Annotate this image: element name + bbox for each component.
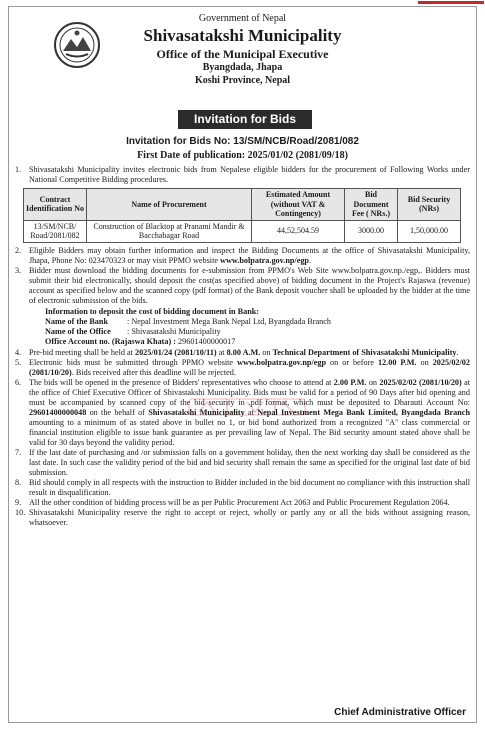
clause-number: 7. [15,447,22,457]
clause-text: Electronic bids must be submitted through PPMO website [29,357,238,367]
clause-6 [15,378,470,448]
clause-text: The bids will be opened in the presence of Bidders' representatives who choose to attend at [29,377,334,387]
clause-number: 4. [15,347,22,357]
notice-body [15,165,470,528]
account-value: 29601400000017 [175,336,236,346]
clause-text: on the behalf of [86,407,149,417]
province-line: Koshi Province, Nepal [194,75,291,86]
clause-text: Bid should comply in all respects with the instruction to Bidder included in the bid document no compliance with this instruction shall result in disqualification. [29,477,470,497]
clause-text: Eligible Bidders may obtain further information and inspect the Bidding Documents at the office of Shivasatakshi Municipality, Jhapa, Phone No: 023470323 or may visit PPMO website [29,245,470,265]
table-header-row [24,189,461,221]
municipality-name: Shivasatakshi Municipality [148,407,245,417]
office-name-value: : Shivasatakshi Municipality [127,326,221,336]
notice-page [8,6,477,723]
procurement-table [23,188,461,243]
submission-time: 12.00 P.M. [377,357,417,367]
clause-3 [15,266,470,306]
bid-reference: Invitation for Bids No: 13/SM/NCB/Road/2081/082 [126,136,359,147]
cell-bid-security: 1,50,000.00 [398,220,461,242]
prebid-date: 2025/01/24 (2081/10/11) [134,347,217,357]
clause-number: 9. [15,497,22,507]
clause-text: If the last date of purchasing and /or submission falls on a government holiday, then the next working day shall be considered as the last date. In such case the validity period of the bid and bid security shall remain the same as specified for the original last date of bid submission. [29,447,470,477]
office-title: Office of the Municipal Executive [156,47,329,61]
table-row [24,220,461,242]
bank-name-value: : Nepal Investment Mega Bank Nepal Ltd, Byangdada Branch [127,316,331,326]
clause-text: on [366,377,380,387]
submission-date: 2025/02/02 (2081/10/20) [29,357,470,377]
government-line: Government of Nepal [198,13,287,24]
clause-text: Shivasatakshi Municipality reserve the right to accept or reject, wholly or partly any or all the bids without assigning reason, whatsoever. [29,507,470,527]
clause-10 [15,508,470,528]
bank-branch: Nepal Investment Mega Bank Limited, Byangdada Branch [257,407,470,417]
publication-date: First Date of publication: 2025/01/02 (2081/09/18) [137,150,348,161]
cell-contract-id: 13/SM/NCB/ Road/2081/082 [24,220,87,242]
clause-text: on [260,347,273,357]
clause-number: 3. [15,265,22,275]
clause-number: 10. [15,507,26,517]
clause-text: on or before [326,357,378,367]
prebid-time: 8.00 A.M. [226,347,261,357]
clause-5 [15,358,470,378]
clause-text: at [216,347,227,357]
clause-9 [15,498,470,508]
municipality-title: Shivasatakshi Municipality [143,26,342,45]
clause-text: . Bids received after this deadline will be rejected. [71,367,236,377]
clause-7 [15,448,470,478]
col-contract-id: Contract Identification No [24,189,87,221]
account-label: Office Account no. (Rajaswa Khata) : [45,336,176,346]
prebid-venue: Technical Department of Shivasatakshi Municipality [272,347,457,357]
clause-text: Bidder must download the bidding documents for e-submission from PPMO's Web Site www.bolpatra.gov.np./egp,. Bidders must submit their bid electronically, should deposit the cost(as specified above) of bidding document in the Project's Rajaswa (revenue) account as specified below and the scanned copy (pdf format) of the Bank deposit voucher shall be uploaded by the bidder at the time of electronic submission of the bids. [29,265,470,305]
clause-number: 5. [15,357,22,367]
clause-2 [15,246,470,266]
cell-estimated-amount: 44,52,504.59 [252,220,345,242]
notice-header [9,7,476,95]
clause-number: 6. [15,377,22,387]
col-estimated-amount: Estimated Amount (without VAT & Contingency) [252,189,345,221]
clause-text: at [244,407,258,417]
clause-number: 8. [15,477,22,487]
ppmo-link[interactable]: www.bolpatra.gov.np/egp [220,255,309,265]
invitation-banner: Invitation for Bids [178,110,312,129]
ppmo-link[interactable]: www.bolpatra.gov.np/egp [237,357,327,367]
bank-name-label: Name of the Bank [45,316,108,326]
clause-text: at the office of Chief Executive Officer of Shivastakshi Municipality. Bids must be valid for a period of 90 Days after bid opening and must be accompanied by scanned copy of the bid security in .pdf format, which must be deposited to Dharauti Account No: [29,377,470,407]
clause-number: 2. [15,245,22,255]
clause-text: . [309,255,312,265]
clause-4 [15,348,470,358]
bank-info-title: Information to deposit the cost of bidding document in Bank: [45,306,260,316]
opening-time: 2.00 P.M. [333,377,367,387]
cell-document-fee: 3000.00 [345,220,398,242]
clause-text: Shivasatakshi Municipality invites electronic bids from Nepalese eligible bidders for the procurement of Following Works under National Competitive Bidding procedures. [29,165,470,184]
clause-text: amounting to a minimum of as stated above in bullet no 1, or bid bond authorized from a recognized "A" class commercial or financial institution eligible to issue bank guarantee as per prevailing law of Nepal. The Bid security amount stated above shall be valid for 30 days beyond the validity period. [29,417,470,447]
clause-text: on [416,357,433,367]
col-bid-security: Bid Security (NRs) [398,189,461,221]
office-name-label: Name of the Office [45,326,111,336]
clause-text: All the other condition of bidding process will be as per Public Procurement Act 2063 and Public Procurement Regulation 2064. [29,497,450,507]
dharauti-account: 29601400000048 [29,407,87,417]
clause-text: Pre-bid meeting shall be held at [29,347,135,357]
top-accent-bar [418,1,484,4]
bank-info [15,307,470,347]
location-line: Byangdada, Jhapa [202,62,283,73]
clause-8 [15,478,470,498]
col-procurement-name: Name of Procurement [87,189,252,221]
signature-title: Chief Administrative Officer [334,707,466,718]
clause-text: . [456,347,459,357]
cell-procurement-name: Construction of Blacktop at Pranami Mandir & Bacchabagar Road [87,220,252,242]
opening-date: 2025/02/02 (2081/10/20) [379,377,462,387]
clause-1 [15,165,470,185]
col-document-fee: Bid Document Fee ( NRs.) [345,189,398,221]
clause-number: 1. [15,165,22,174]
